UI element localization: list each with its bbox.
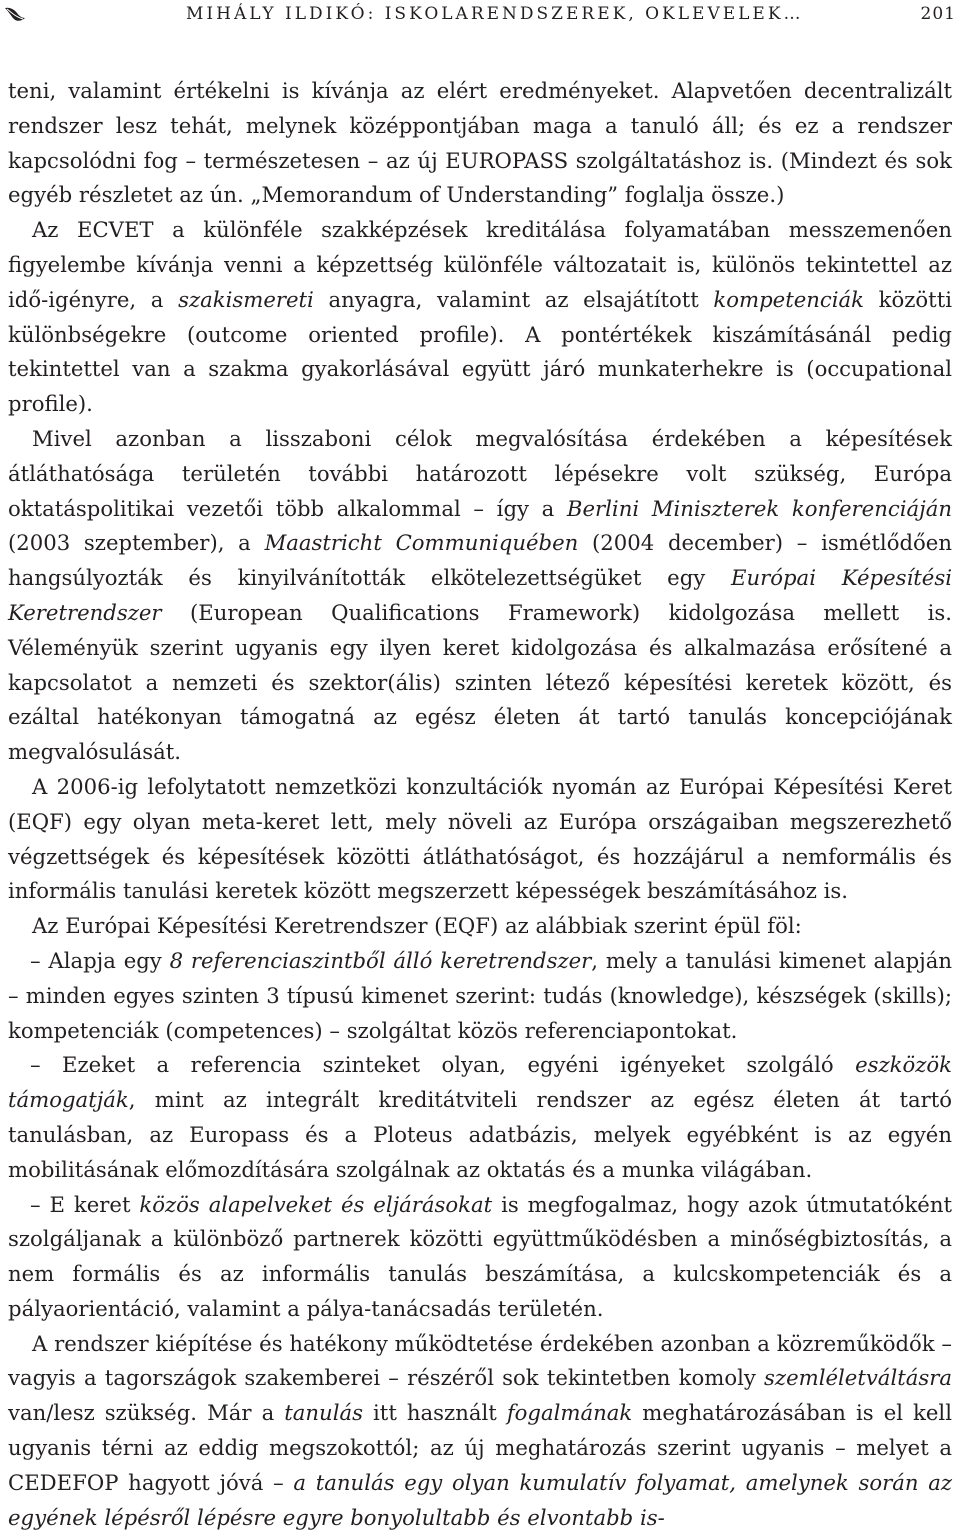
italic-emphasis: Maastricht Communiquében [264, 530, 579, 556]
text-run: teni, valamint értékelni is kívánja az elért eredményeket. Alapvetően decentralizált rendszer lesz tehát, melynek középpontjában maga a tanuló áll; és ez a rendszer kapcsolódni fog – természetesen – az új EUROPASS szolgáltatáshoz is. (Mindezt és sok egyéb részletet az ún. „Memorandum of Understanding” foglalja össze.) [8, 78, 952, 208]
text-run: közötti különbségekre (outcome oriented profile). A pontértékek kiszámításánál pedig tekintettel van a szakma gyakorlásával együtt járó munkaterhekre is (occupational profile). [8, 286, 952, 417]
leaf-ornament-icon [4, 6, 26, 24]
text-run: van/lesz szükség. Már a [8, 1400, 285, 1426]
text-run: Mivel azonban a lisszaboni célok megvalósítása érdekében a képesítések átláthatósága területén további határozott lépésekre volt szükség, Európa oktatáspolitikai vezetői több alkalommal – így a [8, 425, 952, 521]
body-paragraph [8, 1327, 952, 1535]
italic-emphasis: szakismereti [178, 286, 314, 312]
body-paragraph [8, 74, 952, 213]
running-title: MIHÁLY ILDIKÓ: ISKOLARENDSZEREK, OKLEVELEK… [186, 4, 804, 24]
text-run: meghatározásában is el kell ugyanis térni az eddig megszokottól; az új meghatározás szerint ugyanis – melyet a CEDEFOP hagyott jóvá – [8, 1400, 952, 1495]
text-run: , mely a tanulási kimenet alapján – minden egyes szinten 3 típusú kimenet szerint: tudás (knowledge), készségek (skills); kompetenciák (competences) – szolgáltat közös referenciapontokat. [8, 947, 952, 1043]
italic-emphasis: tanulás [284, 1400, 363, 1426]
text-run: Az Európai Képesítési Keretrendszer (EQF) az alábbiak szerint épül föl: [32, 913, 802, 939]
body-text [8, 74, 952, 1535]
italic-emphasis: a tanulás egy olyan kumulatív folyamat, amelynek során az egyének lépésről lépésre egyre bonyolultabb és elvontabb is- [8, 1469, 953, 1530]
italic-emphasis: fogalmának [506, 1400, 633, 1426]
italic-emphasis: eszközök támogatják [8, 1052, 952, 1113]
text-run: itt használt [362, 1400, 507, 1426]
text-run: , mint az integrált kreditátviteli rendszer az egész életen át tartó tanulásban, az Europass és a Ploteus adatbázis, melyek egyébként is az egyén mobilitásának előmozdítására szolgálnak az oktatás és a munka világában. [8, 1087, 952, 1182]
list-item-paragraph [8, 1188, 952, 1327]
text-run: – Ezeket a referencia szinteket olyan, egyéni igényeket szolgáló [30, 1052, 856, 1078]
body-paragraph [8, 422, 952, 770]
italic-emphasis: Berlini Miniszterek konferenciáján [566, 495, 952, 521]
body-paragraph [8, 770, 952, 909]
page-number: 201 [920, 4, 956, 24]
body-paragraph [8, 213, 952, 422]
text-run: anyagra, valamint az elsajátított [313, 286, 714, 312]
text-run: A rendszer kiépítése és hatékony működtetése érdekében azonban a közreműködők – vagyis a tagországok szakemberei – részéről sok tekintetben komoly [8, 1330, 952, 1391]
text-run: (2004 december) – ismétlődően hangsúlyozták és kinyilvánították elkötelezettségüket egy [8, 530, 952, 591]
text-run: (2003 szeptember), a [8, 530, 265, 556]
italic-emphasis: Európai Képesítési Keretrendszer [8, 565, 952, 625]
text-run: – Alapja egy [30, 947, 170, 973]
italic-emphasis: 8 referenciaszintből álló keretrendszer [169, 947, 592, 973]
italic-emphasis: közös alapelveket és eljárásokat [139, 1191, 493, 1217]
body-paragraph [8, 909, 952, 944]
italic-emphasis: kompetenciák [713, 286, 865, 312]
text-run: (European Qualifications Framework) kidolgozása mellett is. Véleményük szerint ugyanis egy ilyen keret kidolgozása és alkalmazása erősítené a kapcsolatot a nemzeti és szektor(ális) szinten létező képesítési keretek között, és ezáltal hatékonyan támogatná az egész életen át tartó tanulás koncepciójának megvalósulását. [8, 599, 952, 765]
italic-emphasis: szemléletváltásra [764, 1365, 952, 1391]
running-head [0, 0, 960, 36]
text-run: Az ECVET a különféle szakképzések kreditálása folyamatában messzemenően figyelembe kívánja venni a képzettség különféle változatait is, különös tekintettel az idő-igényre, a [8, 217, 952, 312]
list-item-paragraph [8, 944, 952, 1048]
text-run: is megfogalmaz, hogy azok útmutatóként szolgáljanak a különböző partnerek közötti együttműködésben a minőségbiztosítás, a nem formális és az informális tanulás beszámítása, a kulcskompetenciák és a pályaorientáció, valamint a pálya-tanácsadás területén. [8, 1191, 952, 1321]
list-item-paragraph [8, 1048, 952, 1187]
text-run: A 2006-ig lefolytatott nemzetközi konzultációk nyomán az Európai Képesítési Keret (EQF) egy olyan meta-keret lett, mely növeli az Európa országaiban megszerezhető végzettségek és képesítések közötti átláthatóságot, és hozzájárul a nemformális és informális tanulási keretek között megszerzett képességek beszámításához is. [8, 773, 952, 904]
text-run: – E keret [30, 1191, 140, 1217]
